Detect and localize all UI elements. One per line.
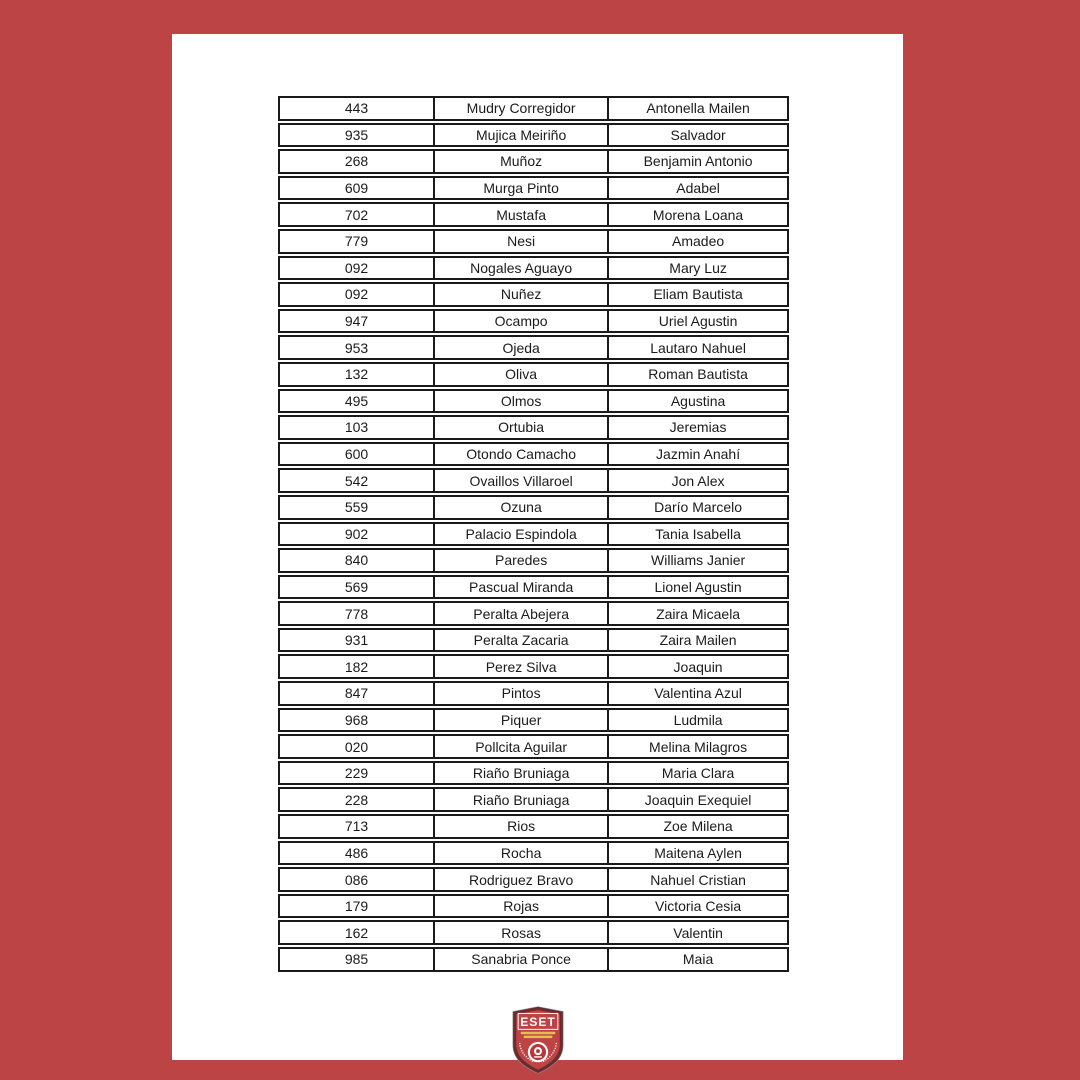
last-name-cell: Peralta Zacaria <box>433 628 609 653</box>
first-name-cell: Zoe Milena <box>607 814 789 839</box>
table-row <box>278 814 793 839</box>
table-row <box>278 575 793 600</box>
first-name-cell: Amadeo <box>607 229 789 254</box>
student-id-cell: 847 <box>278 681 435 706</box>
first-name-cell: Adabel <box>607 176 789 201</box>
student-id-cell: 600 <box>278 442 435 467</box>
last-name-cell: Paredes <box>433 548 609 573</box>
first-name-cell: Valentin <box>607 920 789 945</box>
first-name-cell: Williams Janier <box>607 548 789 573</box>
eset-shield-logo <box>509 1006 567 1074</box>
student-id-cell: 779 <box>278 229 435 254</box>
student-id-cell: 609 <box>278 176 435 201</box>
last-name-cell: Riaño Bruniaga <box>433 761 609 786</box>
table-row <box>278 256 793 281</box>
first-name-cell: Benjamin Antonio <box>607 149 789 174</box>
table-row <box>278 149 793 174</box>
first-name-cell: Zaira Mailen <box>607 628 789 653</box>
last-name-cell: Peralta Abejera <box>433 601 609 626</box>
table-row <box>278 96 793 121</box>
table-row <box>278 601 793 626</box>
last-name-cell: Rojas <box>433 894 609 919</box>
table-row <box>278 708 793 733</box>
table-row <box>278 867 793 892</box>
first-name-cell: Uriel Agustin <box>607 309 789 334</box>
last-name-cell: Mujica Meiriño <box>433 123 609 148</box>
last-name-cell: Muñoz <box>433 149 609 174</box>
last-name-cell: Piquer <box>433 708 609 733</box>
first-name-cell: Roman Bautista <box>607 362 789 387</box>
last-name-cell: Pollcita Aguilar <box>433 734 609 759</box>
first-name-cell: Lionel Agustin <box>607 575 789 600</box>
table-row <box>278 415 793 440</box>
last-name-cell: Pascual Miranda <box>433 575 609 600</box>
student-id-cell: 935 <box>278 123 435 148</box>
student-id-cell: 542 <box>278 468 435 493</box>
table-row <box>278 681 793 706</box>
last-name-cell: Riaño Bruniaga <box>433 787 609 812</box>
first-name-cell: Joaquin Exequiel <box>607 787 789 812</box>
student-id-cell: 486 <box>278 841 435 866</box>
first-name-cell: Morena Loana <box>607 202 789 227</box>
table-row <box>278 947 793 972</box>
last-name-cell: Olmos <box>433 389 609 414</box>
first-name-cell: Ludmila <box>607 708 789 733</box>
student-id-cell: 228 <box>278 787 435 812</box>
last-name-cell: Sanabria Ponce <box>433 947 609 972</box>
first-name-cell: Zaira Micaela <box>607 601 789 626</box>
table-row <box>278 202 793 227</box>
first-name-cell: Eliam Bautista <box>607 282 789 307</box>
first-name-cell: Jon Alex <box>607 468 789 493</box>
document-page <box>172 34 903 1060</box>
table-row <box>278 548 793 573</box>
last-name-cell: Nesi <box>433 229 609 254</box>
first-name-cell: Melina Milagros <box>607 734 789 759</box>
table-row <box>278 522 793 547</box>
student-id-cell: 162 <box>278 920 435 945</box>
last-name-cell: Nuñez <box>433 282 609 307</box>
table-row <box>278 894 793 919</box>
table-row <box>278 920 793 945</box>
last-name-cell: Nogales Aguayo <box>433 256 609 281</box>
shield-icon <box>509 1006 567 1074</box>
table-row <box>278 841 793 866</box>
last-name-cell: Ojeda <box>433 335 609 360</box>
table-row <box>278 654 793 679</box>
table-row <box>278 335 793 360</box>
last-name-cell: Ovaillos Villaroel <box>433 468 609 493</box>
last-name-cell: Pintos <box>433 681 609 706</box>
last-name-cell: Murga Pinto <box>433 176 609 201</box>
table-row <box>278 362 793 387</box>
first-name-cell: Mary Luz <box>607 256 789 281</box>
last-name-cell: Perez Silva <box>433 654 609 679</box>
last-name-cell: Mustafa <box>433 202 609 227</box>
student-id-cell: 931 <box>278 628 435 653</box>
first-name-cell: Agustina <box>607 389 789 414</box>
first-name-cell: Jeremias <box>607 415 789 440</box>
last-name-cell: Rocha <box>433 841 609 866</box>
table-row <box>278 628 793 653</box>
table-row <box>278 389 793 414</box>
first-name-cell: Antonella Mailen <box>607 96 789 121</box>
first-name-cell: Lautaro Nahuel <box>607 335 789 360</box>
student-id-cell: 103 <box>278 415 435 440</box>
student-id-cell: 020 <box>278 734 435 759</box>
last-name-cell: Ocampo <box>433 309 609 334</box>
student-id-cell: 229 <box>278 761 435 786</box>
last-name-cell: Mudry Corregidor <box>433 96 609 121</box>
first-name-cell: Darío Marcelo <box>607 495 789 520</box>
table-row <box>278 787 793 812</box>
student-id-cell: 985 <box>278 947 435 972</box>
last-name-cell: Ozuna <box>433 495 609 520</box>
student-id-cell: 713 <box>278 814 435 839</box>
table-row <box>278 761 793 786</box>
student-id-cell: 092 <box>278 282 435 307</box>
logo-text: ESET <box>519 1014 556 1029</box>
student-id-cell: 086 <box>278 867 435 892</box>
table-row <box>278 176 793 201</box>
student-id-cell: 495 <box>278 389 435 414</box>
students-table <box>278 96 793 974</box>
student-id-cell: 132 <box>278 362 435 387</box>
student-id-cell: 702 <box>278 202 435 227</box>
student-id-cell: 953 <box>278 335 435 360</box>
student-id-cell: 179 <box>278 894 435 919</box>
student-id-cell: 778 <box>278 601 435 626</box>
table-row <box>278 123 793 148</box>
student-id-cell: 268 <box>278 149 435 174</box>
last-name-cell: Rosas <box>433 920 609 945</box>
student-id-cell: 182 <box>278 654 435 679</box>
first-name-cell: Maitena Aylen <box>607 841 789 866</box>
table-row <box>278 282 793 307</box>
student-id-cell: 840 <box>278 548 435 573</box>
table-row <box>278 442 793 467</box>
first-name-cell: Maia <box>607 947 789 972</box>
student-id-cell: 443 <box>278 96 435 121</box>
table-row <box>278 468 793 493</box>
first-name-cell: Joaquin <box>607 654 789 679</box>
student-id-cell: 947 <box>278 309 435 334</box>
first-name-cell: Salvador <box>607 123 789 148</box>
last-name-cell: Otondo Camacho <box>433 442 609 467</box>
first-name-cell: Nahuel Cristian <box>607 867 789 892</box>
logo-caption-line-2 <box>523 1036 552 1039</box>
emblem-dot <box>536 1049 540 1053</box>
student-id-cell: 569 <box>278 575 435 600</box>
last-name-cell: Oliva <box>433 362 609 387</box>
first-name-cell: Valentina Azul <box>607 681 789 706</box>
last-name-cell: Rios <box>433 814 609 839</box>
table-row <box>278 309 793 334</box>
last-name-cell: Ortubia <box>433 415 609 440</box>
first-name-cell: Victoria Cesia <box>607 894 789 919</box>
student-id-cell: 092 <box>278 256 435 281</box>
last-name-cell: Rodriguez Bravo <box>433 867 609 892</box>
table-row <box>278 229 793 254</box>
logo-caption-line-1 <box>520 1032 555 1035</box>
first-name-cell: Maria Clara <box>607 761 789 786</box>
student-id-cell: 559 <box>278 495 435 520</box>
student-id-cell: 968 <box>278 708 435 733</box>
last-name-cell: Palacio Espindola <box>433 522 609 547</box>
first-name-cell: Jazmin Anahí <box>607 442 789 467</box>
table-row <box>278 734 793 759</box>
student-id-cell: 902 <box>278 522 435 547</box>
first-name-cell: Tania Isabella <box>607 522 789 547</box>
table-row <box>278 495 793 520</box>
